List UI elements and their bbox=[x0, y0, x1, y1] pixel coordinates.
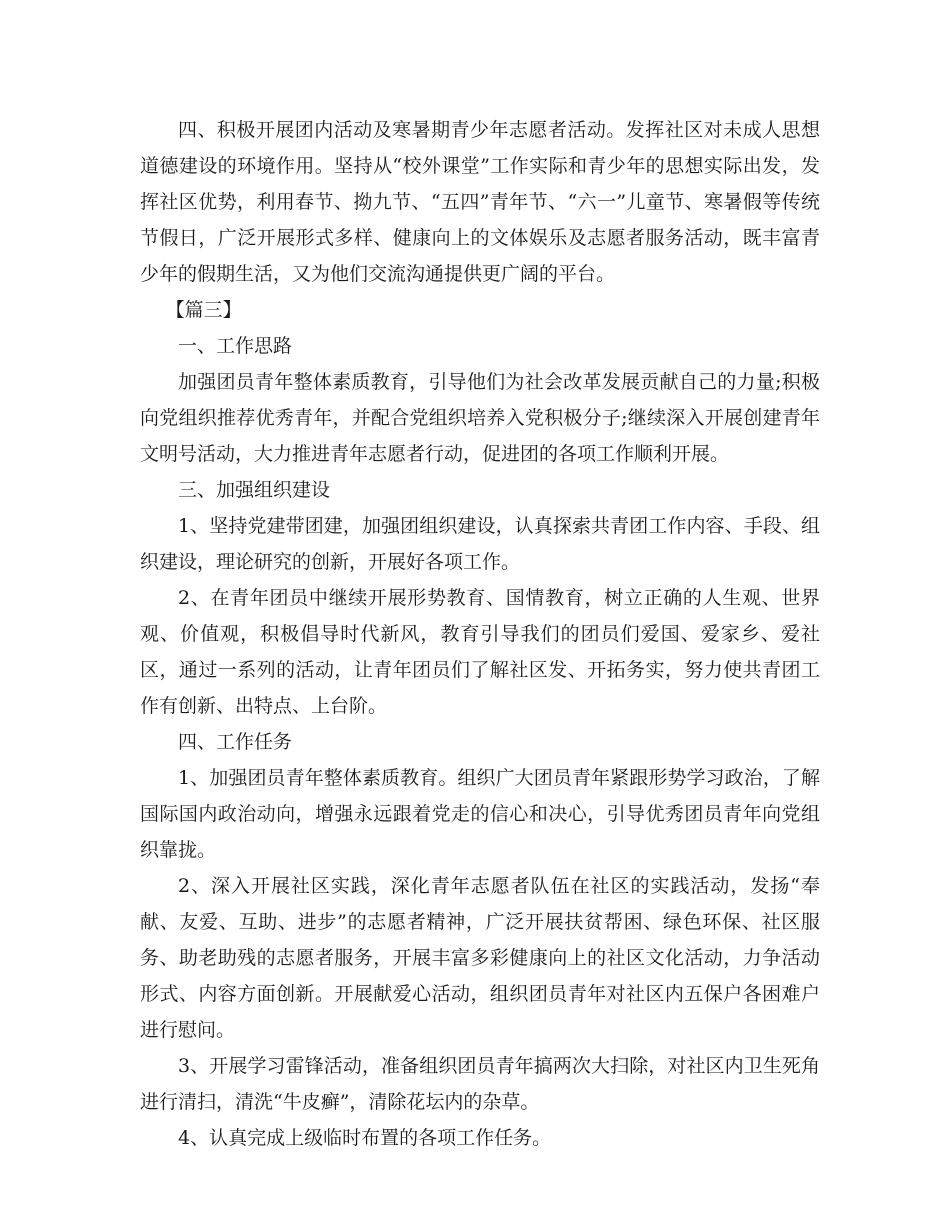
heading-work-ideas: 一、工作思路 bbox=[178, 335, 293, 357]
paragraph-organization-1: 1、坚持党建带团建，加强团组织建设，认真探索共青团工作内容、手段、组织建设，理论研究的创新，开展好各项工作。 bbox=[140, 515, 820, 573]
paragraph-work-ideas: 加强团员青年整体素质教育，引导他们为社会改革发展贡献自己的力量;积极向党组织推荐优秀青年，并配合党组织培养入党积极分子;继续深入开展创建青年文明号活动，大力推进青年志愿者行动，促进团的各项工作顺利开展。 bbox=[140, 371, 820, 465]
heading-organization: 三、加强组织建设 bbox=[178, 479, 331, 501]
paragraph-task-1: 1、加强团员青年整体素质教育。组织广大团员青年紧跟形势学习政治，了解国际国内政治动向，增强永远跟着党走的信心和决心，引导优秀团员青年向党组织靠拢。 bbox=[140, 767, 820, 861]
paragraph-task-4: 4、认真完成上级临时布置的各项工作任务。 bbox=[178, 1127, 552, 1149]
section-heading-part-three: 【篇三】 bbox=[165, 299, 242, 321]
document-body bbox=[140, 112, 820, 1156]
paragraph-organization-2: 2、在青年团员中继续开展形势教育、国情教育，树立正确的人生观、世界观、价值观，积极倡导时代新风，教育引导我们的团员们爱国、爱家乡、爱社区，通过一系列的活动，让青年团员们了解社区发、开拓务实，努力使共青团工作有创新、出特点、上台阶。 bbox=[140, 587, 820, 717]
heading-tasks: 四、工作任务 bbox=[178, 731, 293, 753]
paragraph-task-3: 3、开展学习雷锋活动，准备组织团员青年搞两次大扫除，对社区内卫生死角进行清扫，清洗“牛皮癣”，清除花坛内的杂草。 bbox=[140, 1055, 820, 1113]
paragraph-task-2: 2、深入开展社区实践，深化青年志愿者队伍在社区的实践活动，发扬“奉献、友爱、互助、进步”的志愿者精神，广泛开展扶贫帮困、绿色环保、社区服务、助老助残的志愿者服务，开展丰富多彩健康向上的社区文化活动，力争活动形式、内容方面创新。开展献爱心活动，组织团员青年对社区内五保户各困难户进行慰问。 bbox=[140, 875, 820, 1041]
paragraph-activities: 四、积极开展团内活动及寒暑期青少年志愿者活动。发挥社区对未成人思想道德建设的环境作用。坚持从“校外课堂”工作实际和青少年的思想实际出发，发挥社区优势，利用春节、拗九节、“五四”青年节、“六一”儿童节、寒暑假等传统节假日，广泛开展形式多样、健康向上的文体娱乐及志愿者服务活动，既丰富青少年的假期生活，又为他们交流沟通提供更广阔的平台。 bbox=[140, 119, 820, 285]
